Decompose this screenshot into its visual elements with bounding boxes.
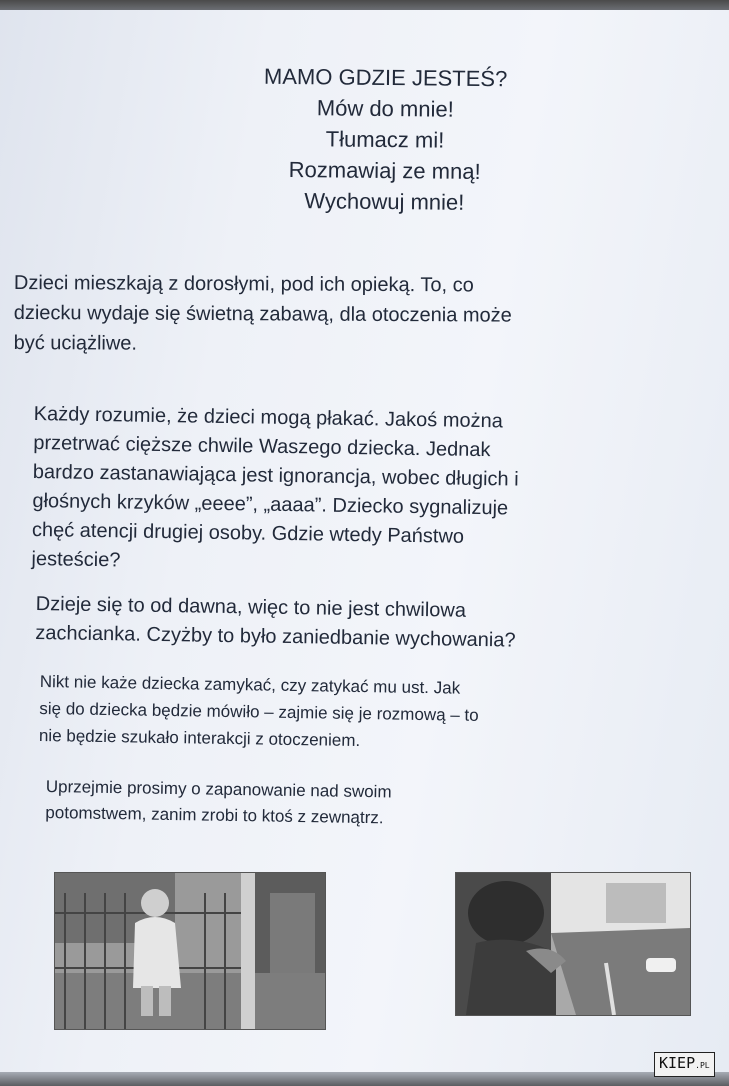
text-line: Uprzejmie prosimy o zapanowanie nad swoim: [45, 776, 392, 802]
text-line: dziecku wydaje się świetną zabawą, dla otoczenia może: [13, 301, 512, 327]
text-line: chęć atencji drugiej osoby. Gdzie wtedy Państwo: [31, 518, 465, 548]
text-line: nie będzie szukało interakcji z otoczeniem.: [38, 725, 361, 751]
text-line: jesteście?: [31, 547, 121, 572]
title-line: Rozmawiaj ze mną!: [288, 156, 481, 185]
paragraph-request: [45, 774, 606, 835]
paragraph-talk: [39, 668, 720, 760]
paper-top-edge-shadow: [0, 0, 729, 10]
paragraph-intro: [14, 268, 714, 362]
text-line: Dzieci mieszkają z dorosłymi, pod ich opieką. To, co: [13, 271, 474, 297]
paragraph-neglect: [35, 590, 686, 658]
title-line: Wychowuj mnie!: [304, 188, 465, 215]
text-line: potomstwem, zanim zrobi to ktoś z zewnątrz.: [45, 802, 384, 828]
text-line: przetrwać cięższe chwile Waszego dziecka. Jednak: [33, 431, 491, 462]
text-line: bardzo zastanawiająca jest ignorancja, wobec długich i: [32, 460, 519, 491]
text-line: Dzieje się to od dawna, więc to nie jest chwilowa: [35, 592, 467, 622]
watermark-suffix: .PL: [695, 1061, 710, 1070]
text-line: zachcianka. Czyżby to było zaniedbanie wychowania?: [35, 621, 516, 652]
kiep-watermark: [654, 1052, 715, 1077]
notice-title-block: [149, 60, 621, 220]
paragraph-crying: [31, 400, 694, 584]
window-child-photo: [455, 872, 691, 1016]
watermark-text: KIEP: [659, 1054, 696, 1072]
text-line: Każdy rozumie, że dzieci mogą płakać. Jakoś można: [33, 402, 504, 433]
window-child-illustration: [456, 873, 690, 1015]
title-line: Tłumacz mi!: [325, 126, 445, 153]
balcony-child-photo: [54, 872, 326, 1030]
paper-bottom-edge-shadow: [0, 1072, 729, 1086]
text-line: być uciążliwe.: [13, 331, 138, 355]
notice-title: MAMO GDZIE JESTEŚ?: [263, 63, 508, 92]
text-line: się do dziecka będzie mówiło – zajmie się je rozmową – to: [39, 698, 479, 725]
balcony-child-illustration: [55, 873, 325, 1029]
title-line: Mów do mnie!: [316, 95, 454, 122]
text-line: głośnych krzyków „eeee”, „aaaa”. Dziecko sygnalizuje: [32, 489, 509, 520]
text-line: Nikt nie każe dziecka zamykać, czy zatykać mu ust. Jak: [39, 671, 461, 698]
